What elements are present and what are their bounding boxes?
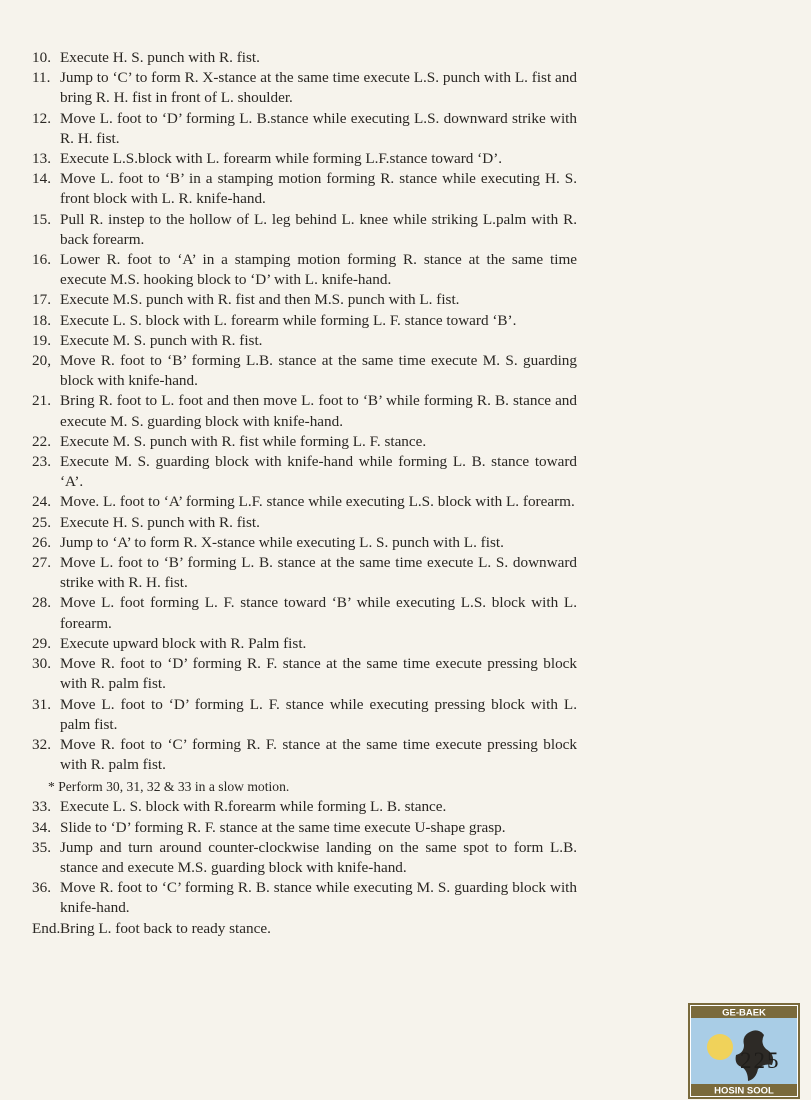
step-text: Move L. foot forming L. F. stance toward ‘B’ while executing L.S. block with L. forearm. bbox=[60, 594, 577, 632]
step-item bbox=[32, 250, 577, 290]
step-item bbox=[32, 695, 577, 735]
step-text: Execute H. S. punch with R. fist. bbox=[60, 49, 260, 66]
step-item bbox=[32, 149, 577, 169]
step-item bbox=[32, 654, 577, 694]
step-number: 36. bbox=[32, 879, 51, 897]
step-text: Execute M.S. punch with R. fist and then M.S. punch with L. fist. bbox=[60, 291, 460, 309]
step-number: 21. bbox=[32, 392, 51, 410]
step-number: 12. bbox=[32, 109, 51, 127]
step-item bbox=[32, 432, 577, 452]
step-text: Execute L. S. block with L. forearm while forming L. F. stance toward ‘B’. bbox=[60, 311, 517, 329]
step-item bbox=[32, 169, 577, 209]
logo-top-text: GE-BAEK bbox=[722, 1007, 766, 1019]
step-text: Slide to ‘D’ forming R. F. stance at the same time execute U-shape grasp. bbox=[60, 818, 506, 836]
step-item bbox=[32, 593, 577, 633]
step-item bbox=[32, 351, 577, 391]
step-text: Jump and turn around counter-clockwise landing on the same spot to form L.B. stance and execute M.S. guarding block with knife-hand. bbox=[60, 838, 577, 876]
step-item bbox=[32, 109, 577, 149]
step-number: 31. bbox=[32, 695, 51, 713]
step-item bbox=[32, 553, 577, 593]
step-item bbox=[32, 878, 577, 918]
step-text: Execute M. S. punch with R. fist while forming L. F. stance. bbox=[60, 432, 427, 450]
step-text: Execute upward block with R. Palm fist. bbox=[60, 634, 307, 652]
step-number: 15. bbox=[32, 210, 51, 228]
step-text: Execute H. S. punch with R. fist. bbox=[60, 513, 260, 531]
step-text: Move L. foot to ‘D’ forming L. F. stance while executing pressing block with L. palm fist. bbox=[60, 695, 577, 733]
step-item bbox=[32, 797, 577, 817]
step-number: 32. bbox=[32, 735, 51, 753]
step-number: 23. bbox=[32, 453, 51, 471]
page-number: 225 bbox=[740, 1048, 781, 1073]
step-item bbox=[32, 533, 577, 553]
step-number: 17. bbox=[32, 291, 51, 309]
step-item bbox=[32, 290, 577, 310]
step-text: Bring R. foot to L. foot and then move L. foot to ‘B’ while forming R. B. stance and execute M. S. guarding block with knife-hand. bbox=[60, 392, 577, 430]
step-text: Execute M. S. guarding block with knife-hand while forming L. B. stance toward ‘A’. bbox=[60, 453, 577, 491]
step-number: 24. bbox=[32, 493, 51, 511]
step-item bbox=[32, 210, 577, 250]
step-number: 22. bbox=[32, 432, 51, 450]
step-number: 34. bbox=[32, 818, 51, 836]
step-text: Lower R. foot to ‘A’ in a stamping motion forming R. stance at the same time execute M.S. hooking block to ‘D’ with L. knife-hand. bbox=[60, 251, 577, 289]
step-item bbox=[32, 735, 577, 775]
step-item bbox=[32, 452, 577, 492]
step-item bbox=[32, 818, 577, 838]
step-number: 27. bbox=[32, 554, 51, 572]
step-number: 35. bbox=[32, 838, 51, 856]
step-text: Move L. foot to ‘B’ forming L. B. stance at the same time execute L. S. downward strike with R. H. fist. bbox=[60, 554, 577, 592]
step-number: 13. bbox=[32, 150, 51, 168]
step-item bbox=[32, 838, 577, 878]
step-number: 18. bbox=[32, 311, 51, 329]
step-text: Move R. foot to ‘C’ forming R. F. stance at the same time execute pressing block with R. palm fist. bbox=[60, 735, 577, 774]
step-number: 14. bbox=[32, 170, 51, 188]
step-number: 16. bbox=[32, 251, 51, 269]
step-number: 30. bbox=[32, 655, 51, 673]
step-text: Jump to ‘A’ to form R. X-stance while executing L. S. punch with L. fist. bbox=[60, 533, 504, 551]
step-item bbox=[32, 48, 577, 68]
step-number: 26. bbox=[32, 533, 51, 551]
step-number: 19. bbox=[32, 331, 51, 349]
step-text: Move. L. foot to ‘A’ forming L.F. stance while executing L.S. block with L. forearm. bbox=[60, 493, 575, 511]
step-number: 10. bbox=[32, 49, 51, 66]
step-item bbox=[32, 331, 577, 351]
step-number: 20, bbox=[32, 352, 51, 370]
step-text: Pull R. instep to the hollow of L. leg behind L. knee while striking L.palm with R. back forearm. bbox=[60, 210, 577, 248]
step-text: Move L. foot to ‘B’ in a stamping motion forming R. stance while executing H. S. front block with L. R. knife-hand. bbox=[60, 170, 577, 208]
step-item bbox=[32, 919, 577, 939]
step-number: End. bbox=[32, 919, 61, 937]
step-text: Execute L. S. block with R.forearm while forming L. B. stance. bbox=[60, 798, 447, 816]
step-item bbox=[32, 513, 577, 533]
step-text: Move L. foot to ‘D’ forming L. B.stance while executing L.S. downward strike with R. H. fist. bbox=[60, 109, 577, 147]
step-number: 28. bbox=[32, 594, 51, 612]
step-text: Jump to ‘C’ to form R. X-stance at the same time execute L.S. punch with L. fist and bring R. H. fist in front of L. shoulder. bbox=[60, 69, 577, 107]
step-text: Move R. foot to ‘C’ forming R. B. stance while executing M. S. guarding block with knife-hand. bbox=[60, 879, 577, 917]
sun-icon bbox=[707, 1034, 733, 1060]
step-item bbox=[32, 311, 577, 331]
step-number: 25. bbox=[32, 513, 51, 531]
step-number: 33. bbox=[32, 798, 51, 816]
step-number: 29. bbox=[32, 634, 51, 652]
step-number: 11. bbox=[32, 69, 51, 87]
step-item bbox=[32, 391, 577, 431]
step-text: Bring L. foot back to ready stance. bbox=[60, 919, 271, 937]
step-item bbox=[32, 634, 577, 654]
step-text: Move R. foot to ‘B’ forming L.B. stance at the same time execute M. S. guarding block with knife-hand. bbox=[60, 352, 577, 390]
step-item bbox=[32, 68, 577, 108]
step-text: Move R. foot to ‘D’ forming R. F. stance at the same time execute pressing block with R. palm fist. bbox=[60, 655, 577, 693]
step-list bbox=[32, 48, 577, 939]
step-text: Execute M. S. punch with R. fist. bbox=[60, 331, 263, 349]
slow-motion-note: * Perform 30, 31, 32 & 33 in a slow motion. bbox=[48, 779, 290, 795]
step-item bbox=[32, 492, 577, 512]
step-text: Execute L.S.block with L. forearm while forming L.F.stance toward ‘D’. bbox=[60, 150, 503, 168]
logo-bottom-text: HOSIN SOOL bbox=[714, 1085, 774, 1097]
